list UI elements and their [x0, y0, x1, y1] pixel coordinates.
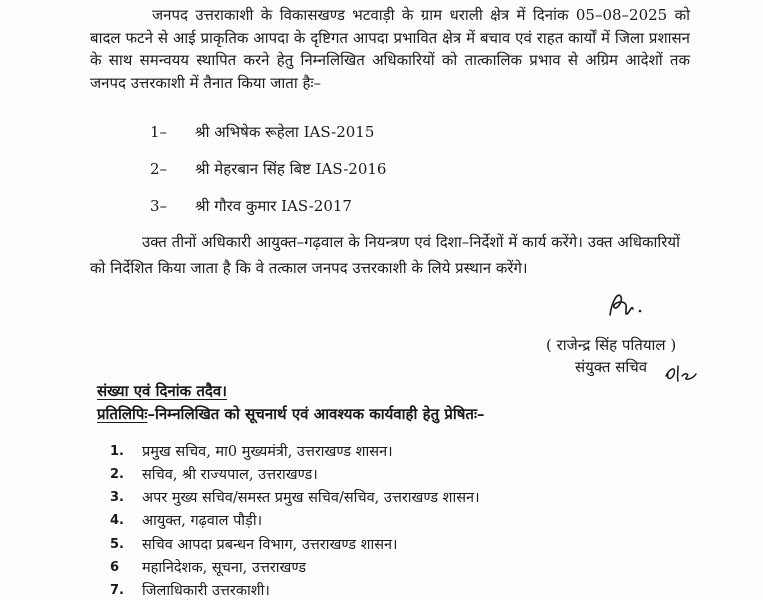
distribution-number: 4.	[110, 513, 124, 528]
signature-icon	[602, 287, 652, 323]
instruction-paragraph: उक्त तीनों अधिकारी आयुक्त–गढ़वाल के नियन्त्रण एवं दिशा–निर्देशों में कार्य करेंगे। उक्त अधिकारियों को निर्देशित किया जाता है कि वे तत्काल जनपद उत्तरकाशी के लिये प्रस्थान करेंगे।	[90, 233, 680, 277]
officer-number: 3–	[150, 197, 168, 215]
reference-line	[97, 381, 227, 401]
distribution-number: 3.	[110, 490, 124, 505]
main-paragraph: जनपद उत्तराकाशी के विकासखण्ड भटवाड़ी के ग्राम धराली क्षेत्र में दिनांक 05–08–2025 को बादल फटने से आई प्राकृतिक आपदा के दृष्टिगत आपदा प्रभावित क्षेत्र में बचाव एवं राहत कार्यों में जिला प्रशासन के साथ समन्वयय स्थापित करने हेतु निम्नलिखित अधिकारियों को तात्कालिक प्रभाव से अग्रिम आदेशों तक जनपद उत्तरकाशी में तैनात किया जाता हैः–	[90, 6, 690, 92]
distribution-text: महानिदेशक, सूचना, उत्तराखण्ड	[142, 560, 307, 576]
distribution-number: 7.	[110, 583, 124, 598]
distribution-number: 2.	[110, 467, 124, 482]
distribution-number: 1.	[110, 444, 124, 459]
signatory-name: ( राजेन्द्र सिंह पतियाल )	[546, 336, 677, 354]
officer-number: 2–	[150, 160, 168, 178]
distribution-text: प्रमुख सचिव, मा0 मुख्यमंत्री, उत्तराखण्ड शासन।	[142, 444, 393, 460]
distribution-number: 5.	[110, 537, 124, 552]
reference-text: संख्या एवं दिनांक तदैव।	[97, 382, 227, 400]
copy-text: –निम्नलिखित को सूचनार्थ एवं आवश्यक कार्यवाही हेतु प्रेषितः–	[147, 405, 485, 423]
distribution-text: सचिव, श्री राज्यपाल, उत्तराखण्ड।	[142, 467, 318, 483]
distribution-text: आयुक्त, गढ़वाल पौड़ी।	[142, 513, 263, 529]
distribution-text: जिलाधिकारी उत्तरकाशी।	[142, 583, 270, 599]
officer-name: श्री अभिषेक रूहेला IAS-2015	[195, 123, 375, 141]
distribution-number: 6	[110, 560, 120, 575]
copy-label: प्रतिलिपिः	[97, 405, 148, 423]
copy-to-line	[97, 404, 485, 424]
officer-name: श्री गौरव कुमार IAS-2017	[195, 197, 352, 215]
distribution-text: सचिव आपदा प्रबन्धन विभाग, उत्तराखण्ड शासन।	[142, 537, 398, 553]
distribution-text: अपर मुख्य सचिव/समस्त प्रमुख सचिव/सचिव, उत्तराखण्ड शासन।	[142, 490, 480, 506]
signatory-designation: संयुक्त सचिव	[575, 358, 648, 376]
officer-number: 1–	[150, 123, 168, 141]
officer-name: श्री मेहरबान सिंह बिष्ट IAS-2016	[195, 160, 387, 178]
initials-icon	[662, 362, 706, 384]
